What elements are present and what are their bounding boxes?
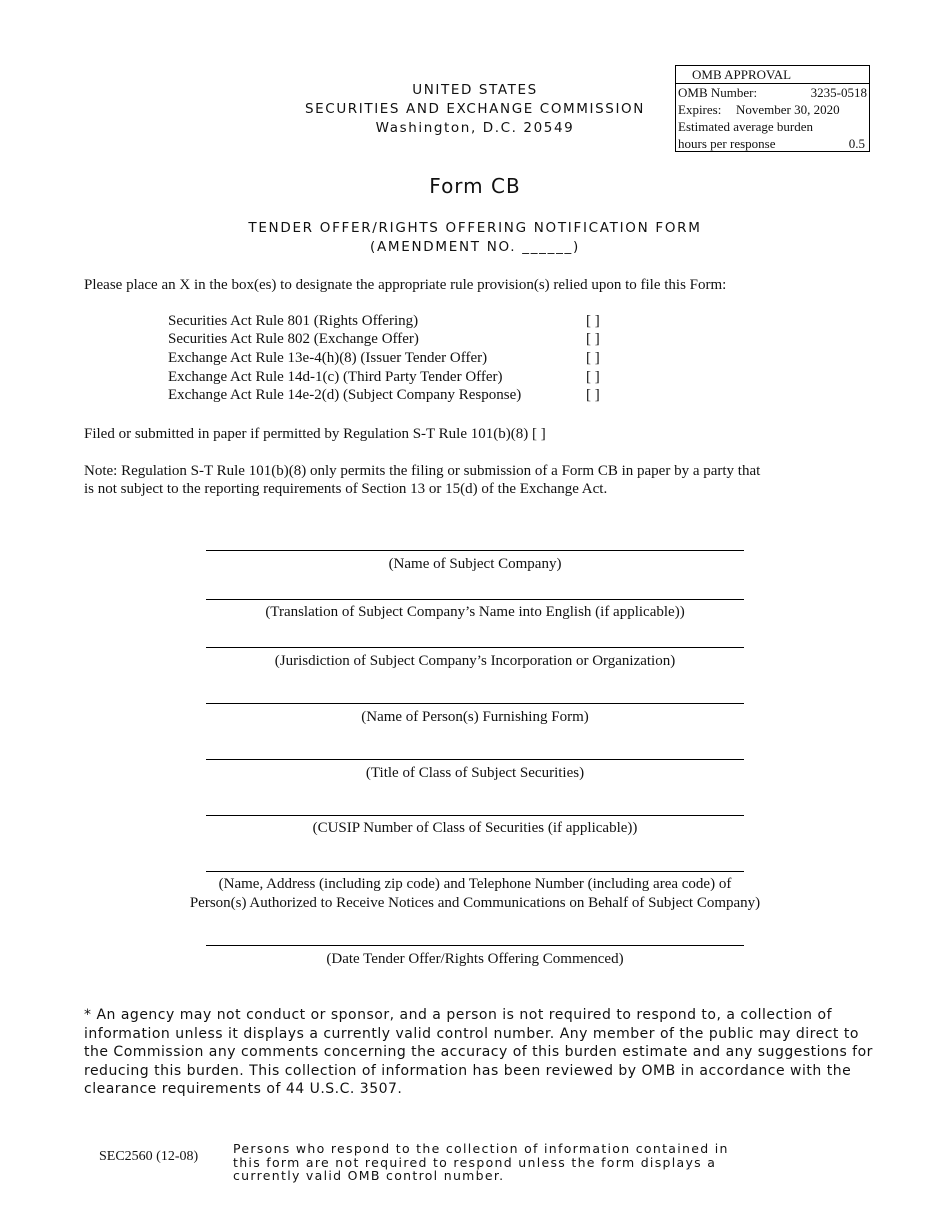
rule-13e4-checkbox[interactable]: [ ] [586,350,600,366]
class-title-line[interactable] [206,759,744,760]
omb-number-label: OMB Number: [678,85,758,100]
omb-title-row [676,66,869,84]
furnishing-person-caption: (Name of Person(s) Furnishing Form) [361,709,589,725]
rule-13e4-label: Exchange Act Rule 13e-4(h)(8) (Issuer Tender Offer) [168,350,488,366]
cusip-caption: (CUSIP Number of Class of Securities (if applicable)) [312,820,638,836]
omb-approval-box [675,65,870,152]
rule-14e2-checkbox[interactable]: [ ] [586,387,600,403]
furnishing-person-line[interactable] [206,703,744,704]
subject-company-caption: (Name of Subject Company) [388,556,562,572]
rule-802-label: Securities Act Rule 802 (Exchange Offer) [168,331,419,347]
omb-expires-value: November 30, 2020 [736,102,840,117]
translation-line[interactable] [206,599,744,600]
rule-14d1-label: Exchange Act Rule 14d-1(c) (Third Party Tender Offer) [168,369,503,385]
authorized-person-caption-1: (Name, Address (including zip code) and Telephone Number (including area code) of [218,876,732,892]
class-title-caption: (Title of Class of Subject Securities) [365,765,585,781]
cusip-line[interactable] [206,815,744,816]
omb-title: OMB APPROVAL [692,67,792,82]
agency-country: UNITED STATES [412,82,538,98]
form-title: Form CB [429,174,521,198]
instruction-text: Please place an X in the box(es) to designate the appropriate rule provision(s) relied upon to file this Form: [84,277,727,293]
rule-801-checkbox[interactable]: [ ] [586,313,600,329]
omb-hours-label: hours per response [678,136,776,151]
omb-burden-value: 0.5 [848,136,865,151]
paper-filing-option[interactable]: Filed or submitted in paper if permitted by Regulation S-T Rule 101(b)(8) [ ] [84,426,546,442]
agency-header [250,81,700,138]
sec-form-code: SEC2560 (12-08) [99,1149,199,1164]
burden-notice: * An agency may not conduct or sponsor, and a person is not required to respond to, a collection of information unless it displays a currently valid control number. Any member of the public may direct to the Commission any comments concerning the accuracy of this burden estimate and any suggestions for reducing this burden. This collection of information has been reviewed by OMB in accordance with the clearance requirements of 44 U.S.C. 3507. [84,1007,873,1098]
omb-number-value: 3235-0518 [810,85,867,100]
jurisdiction-caption: (Jurisdiction of Subject Company’s Incorporation or Organization) [274,653,676,669]
subject-company-line[interactable] [206,550,744,551]
commencement-date-line[interactable] [206,945,744,946]
rule-802-checkbox[interactable]: [ ] [586,331,600,347]
amendment-number: (AMENDMENT NO. ______) [370,239,580,255]
omb-expires-label: Expires: [678,102,722,117]
note-line-1: Note: Regulation S-T Rule 101(b)(8) only permits the filing or submission of a Form CB in paper by a party that [84,463,761,479]
agency-name: SECURITIES AND EXCHANGE COMMISSION [305,101,645,117]
persons-notice: Persons who respond to the collection of information contained in this form are not required to respond unless the form displays a currently valid OMB control number. [233,1141,729,1183]
translation-caption: (Translation of Subject Company’s Name into English (if applicable)) [265,604,685,620]
authorized-person-caption-2: Person(s) Authorized to Receive Notices and Communications on Behalf of Subject Company) [189,895,761,911]
omb-burden-label: Estimated average burden [678,119,813,134]
rule-14d1-checkbox[interactable]: [ ] [586,369,600,385]
authorized-person-line[interactable] [206,871,744,872]
commencement-date-caption: (Date Tender Offer/Rights Offering Commenced) [326,951,624,967]
form-subtitle: TENDER OFFER/RIGHTS OFFERING NOTIFICATION FORM [248,220,702,236]
rule-801-label: Securities Act Rule 801 (Rights Offering) [168,313,419,329]
agency-address: Washington, D.C. 20549 [375,120,575,136]
jurisdiction-line[interactable] [206,647,744,648]
note-line-2: is not subject to the reporting requirements of Section 13 or 15(d) of the Exchange Act. [84,481,608,497]
rule-14e2-label: Exchange Act Rule 14e-2(d) (Subject Company Response) [168,387,522,403]
